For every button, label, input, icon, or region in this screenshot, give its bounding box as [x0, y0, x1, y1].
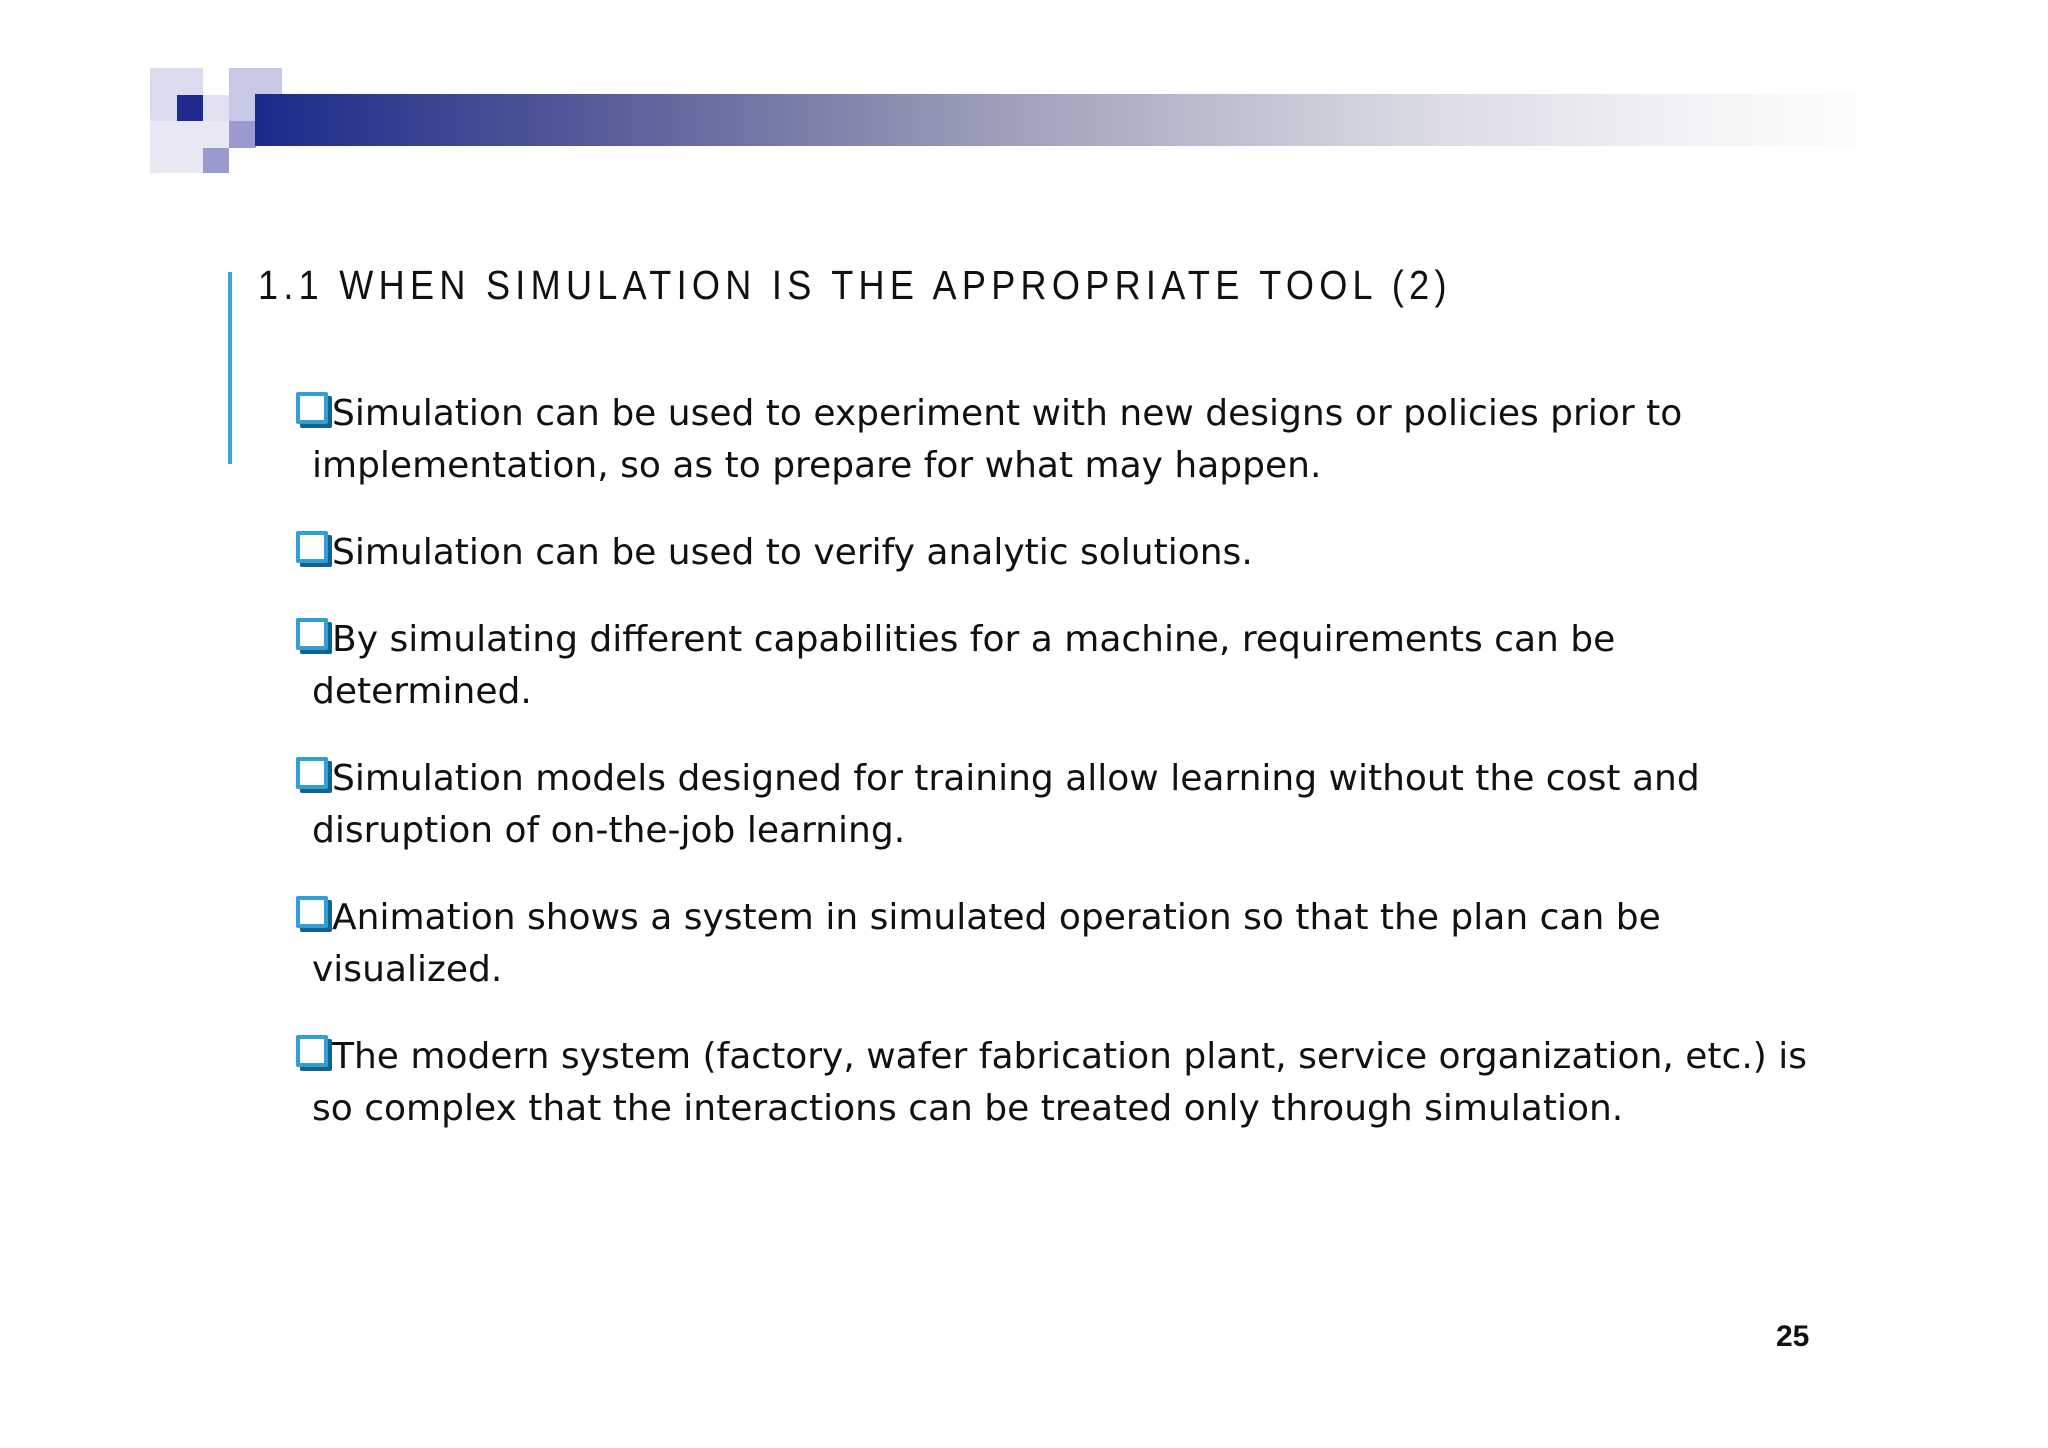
- header-square: [203, 148, 229, 173]
- header-square: [177, 95, 203, 121]
- checkbox-bullet-icon: [296, 757, 328, 789]
- bullet-item: [296, 1031, 1816, 1135]
- bullet-item: [296, 892, 1816, 996]
- bullet-text: Simulation can be used to verify analytic solutions.: [332, 532, 1253, 573]
- page-number: 25: [1776, 1320, 1810, 1353]
- checkbox-bullet-icon: [296, 618, 328, 650]
- slide-title: 1.1 WHEN SIMULATION IS THE APPROPRIATE TOOL (2): [258, 262, 1452, 308]
- checkbox-bullet-icon: [296, 1035, 328, 1067]
- checkbox-bullet-icon: [296, 392, 328, 424]
- header-square: [229, 121, 256, 148]
- bullet-text: Simulation models designed for training allow learning without the cost and disruption of on-the-job learning.: [312, 758, 1700, 851]
- bullet-text: Animation shows a system in simulated operation so that the plan can be visualized.: [312, 897, 1661, 990]
- title-accent-line: [228, 272, 232, 464]
- bullet-item: [296, 388, 1816, 492]
- bullet-item: [296, 753, 1816, 857]
- bullet-item: [296, 614, 1816, 718]
- header-gradient-bar: [255, 94, 1895, 146]
- bullet-text: Simulation can be used to experiment with new designs or policies prior to implementation, so as to prepare for what may happen.: [312, 393, 1683, 486]
- bullet-item: [296, 527, 1816, 579]
- header-square: [203, 95, 229, 121]
- bullet-list: [296, 388, 1816, 1170]
- checkbox-bullet-icon: [296, 896, 328, 928]
- bullet-text: By simulating different capabilities for a machine, requirements can be determined.: [312, 619, 1616, 712]
- bullet-text: The modern system (factory, wafer fabrication plant, service organization, etc.) is so complex that the interactions can be treated only through simulation.: [312, 1036, 1808, 1129]
- checkbox-bullet-icon: [296, 531, 328, 563]
